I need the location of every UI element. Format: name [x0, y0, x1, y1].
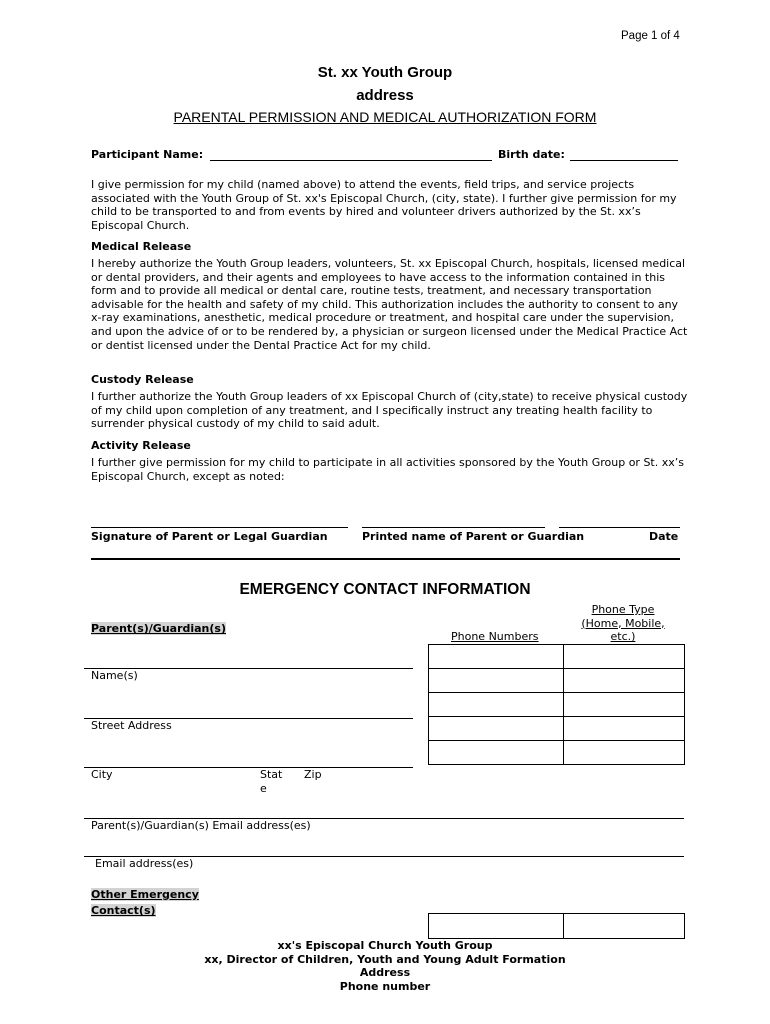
phone-table [428, 644, 685, 765]
signature-label: Signature of Parent or Legal Guardian [91, 530, 328, 543]
birth-date-label: Birth date: [498, 148, 565, 161]
printed-name-line[interactable] [362, 527, 545, 528]
phone-row [429, 717, 685, 741]
phone-row [429, 645, 685, 669]
phone-type-cell[interactable] [564, 645, 685, 669]
form-title: PARENTAL PERMISSION AND MEDICAL AUTHORIZATION FORM [173, 109, 597, 125]
custody-release-text: I further authorize the Youth Group leaders of xx Episcopal Church of (city,state) to receive physical custody of my child upon completion of any treatment, and I specifically instruct any treating health facility to surrender physical custody of my child to said adult. [91, 390, 688, 431]
phone-type-cell[interactable] [564, 717, 685, 741]
other-contact-table [428, 913, 685, 939]
medical-release-heading: Medical Release [91, 240, 192, 253]
intro-paragraph: I give permission for my child (named above) to attend the events, field trips, and service projects associated with the Youth Group of St. xx's Episcopal Church, (city, state). I further give permission for my child to be transported to and from events by hired and volunteer drivers authorized by the St. xx’s Episcopal Church. [91, 178, 677, 232]
state-label: State [260, 768, 283, 795]
phone-type-cell[interactable] [564, 693, 685, 717]
zip-label: Zip [304, 768, 322, 781]
phone-type-label: Phone Type (Home, Mobile, etc.) [581, 603, 665, 644]
names-label: Name(s) [91, 669, 138, 682]
phone-type-cell[interactable] [564, 741, 685, 765]
parent-email-label: Parent(s)/Guardian(s) Email address(es) [91, 819, 311, 832]
email-label: Email address(es) [95, 857, 194, 870]
page-number: Page 1 of 4 [621, 30, 680, 42]
org-address: address [356, 87, 414, 104]
phone-number-cell[interactable] [429, 645, 564, 669]
parents-guardians-label: Parent(s)/Guardian(s) [91, 622, 226, 635]
participant-name-label: Participant Name: [91, 148, 204, 161]
medical-release-text: I hereby authorize the Youth Group leaders, volunteers, St. xx Episcopal Church, hospitals, licensed medical or dental providers, and their agents and employees to have access to the information contained in this form and to provide all medical or dental care, routine tests, treatment, and necessary transportation advisable for the health and safety of my child. This authorization includes the authority to consent to any x-ray examinations, anesthetic, medical procedure or treatment, and hospital care under the supervision, and upon the advice of or to be rendered by, a physician or surgeon licensed under the Medical Practice Act or dentist licensed under the Dental Practice Act for my child. [91, 257, 688, 352]
date-line[interactable] [559, 527, 680, 528]
date-label: Date [649, 530, 679, 543]
street-address-label: Street Address [91, 719, 172, 732]
phone-numbers-label: Phone Numbers [451, 630, 539, 643]
signature-line[interactable] [91, 527, 348, 528]
city-label: City [91, 768, 113, 781]
footer-line-1: xx's Episcopal Church Youth Group [277, 939, 493, 952]
emergency-contact-heading: EMERGENCY CONTACT INFORMATION [239, 581, 531, 598]
footer-line-4: Phone number [339, 980, 431, 993]
footer-line-3: Address [359, 966, 411, 979]
other-contact-cell[interactable] [429, 914, 564, 939]
custody-release-heading: Custody Release [91, 373, 194, 386]
phone-row [429, 741, 685, 765]
phone-type-cell[interactable] [564, 669, 685, 693]
printed-name-label: Printed name of Parent or Guardian [362, 530, 585, 543]
phone-number-cell[interactable] [429, 741, 564, 765]
participant-name-field[interactable] [210, 160, 492, 161]
birth-date-field[interactable] [570, 160, 678, 161]
phone-number-cell[interactable] [429, 693, 564, 717]
phone-row [429, 669, 685, 693]
footer-line-2: xx, Director of Children, Youth and Young Adult Formation [204, 953, 566, 966]
other-contact-cell[interactable] [564, 914, 685, 939]
activity-release-heading: Activity Release [91, 439, 191, 452]
activity-release-text: I further give permission for my child to participate in all activities sponsored by the Youth Group or St. xx’s Episcopal Church, except as noted: [91, 456, 684, 483]
phone-number-cell[interactable] [429, 669, 564, 693]
city-state-zip-field[interactable] [84, 767, 413, 768]
other-emergency-label: Other Emergency Contact(s) [91, 888, 199, 917]
section-divider [91, 558, 680, 560]
phone-number-cell[interactable] [429, 717, 564, 741]
phone-row [429, 693, 685, 717]
org-title: St. xx Youth Group [317, 64, 453, 81]
other-contact-row [429, 914, 685, 939]
